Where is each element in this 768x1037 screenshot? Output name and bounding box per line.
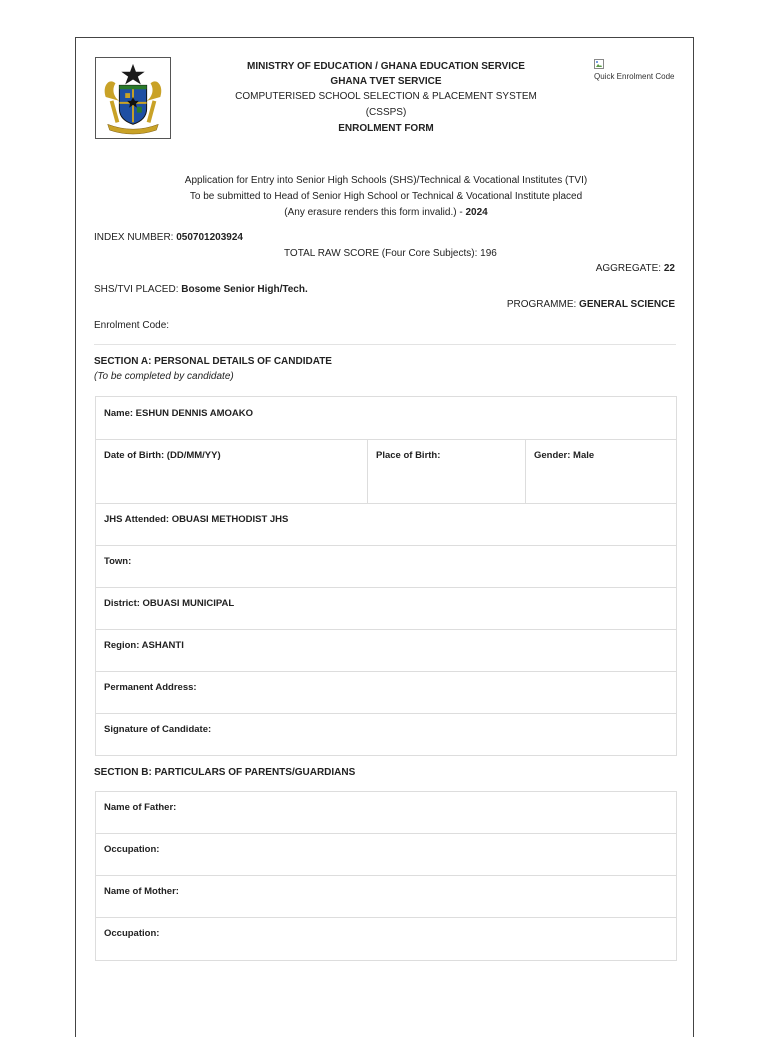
index-number (94, 232, 243, 243)
table-row (96, 834, 676, 876)
town: Town: (104, 556, 132, 567)
header-ministry: MINISTRY OF EDUCATION / GHANA EDUCATION SERVICE (247, 61, 525, 72)
candidate-name: Name: ESHUN DENNIS AMOAKO (104, 408, 254, 419)
enrolment-form-page (75, 37, 694, 1037)
intro-erasure-note: (Any erasure renders this form invalid.) - (284, 207, 466, 218)
section-b-title: SECTION B: PARTICULARS OF PARENTS/GUARDIANS (94, 767, 356, 778)
table-row (96, 672, 676, 714)
personal-details-table (95, 396, 677, 756)
header-cssps: COMPUTERISED SCHOOL SELECTION & PLACEMENT SYSTEM (235, 91, 537, 102)
aggregate-value: 22 (663, 263, 675, 274)
school-placed-label: SHS/TVI PLACED: (94, 284, 182, 295)
district: District: OBUASI MUNICIPAL (104, 598, 235, 609)
table-row (96, 918, 676, 960)
enrolment-code: Enrolment Code: (94, 320, 170, 331)
quick-enrolment-code-label: Quick Enrolment Code (594, 72, 675, 81)
programme (507, 299, 675, 310)
index-number-value: 050701203924 (176, 232, 243, 243)
date-of-birth: Date of Birth: (DD/MM/YY) (104, 450, 221, 461)
section-a-title: SECTION A: PERSONAL DETAILS OF CANDIDATE (94, 356, 332, 367)
region: Region: ASHANTI (104, 640, 184, 651)
mother-name: Name of Mother: (104, 886, 179, 897)
school-placed-value: Bosome Senior High/Tech. (181, 284, 308, 295)
permanent-address: Permanent Address: (104, 682, 197, 693)
intro-line-1: Application for Entry into Senior High Schools (SHS)/Technical & Vocational Institutes (TVI) (184, 175, 588, 186)
table-row (96, 397, 676, 440)
table-row (96, 504, 676, 546)
section-a-subtitle: (To be completed by candidate) (94, 371, 234, 382)
candidate-signature: Signature of Candidate: (104, 724, 212, 735)
header-form-title: ENROLMENT FORM (338, 123, 434, 134)
table-row (96, 792, 676, 834)
divider (94, 344, 676, 345)
pob-cell (367, 440, 525, 503)
table-row (96, 714, 676, 755)
broken-image-icon (594, 59, 604, 69)
gender: Gender: Male (534, 450, 595, 461)
dob-cell (96, 440, 367, 503)
place-of-birth: Place of Birth: (376, 450, 441, 461)
programme-label: PROGRAMME: (506, 299, 580, 310)
intro-line-3 (116, 205, 656, 221)
table-row (96, 876, 676, 918)
index-number-label: INDEX NUMBER: (94, 232, 177, 243)
intro-line-2: To be submitted to Head of Senior High School or Technical & Vocational Institute placed (189, 191, 583, 202)
aggregate-label: AGGREGATE: (595, 263, 664, 274)
father-occupation: Occupation: (104, 844, 160, 855)
father-name: Name of Father: (104, 802, 177, 813)
aggregate (596, 263, 675, 274)
mother-occupation: Occupation: (104, 928, 160, 939)
parents-table (95, 791, 677, 961)
ghana-coat-of-arms-icon (95, 57, 171, 139)
table-row (96, 440, 676, 504)
table-row (96, 630, 676, 672)
school-placed (94, 284, 308, 295)
gender-cell (525, 440, 676, 503)
intro-year: 2024 (465, 207, 488, 218)
programme-value: GENERAL SCIENCE (579, 299, 675, 310)
header-cssps-abbr: (CSSPS) (365, 107, 407, 118)
header-tvet: GHANA TVET SERVICE (330, 76, 442, 87)
jhs-attended: JHS Attended: OBUASI METHODIST JHS (104, 514, 289, 525)
table-row (96, 546, 676, 588)
table-row (96, 588, 676, 630)
total-raw-score: TOTAL RAW SCORE (Four Core Subjects): 196 (284, 248, 497, 259)
